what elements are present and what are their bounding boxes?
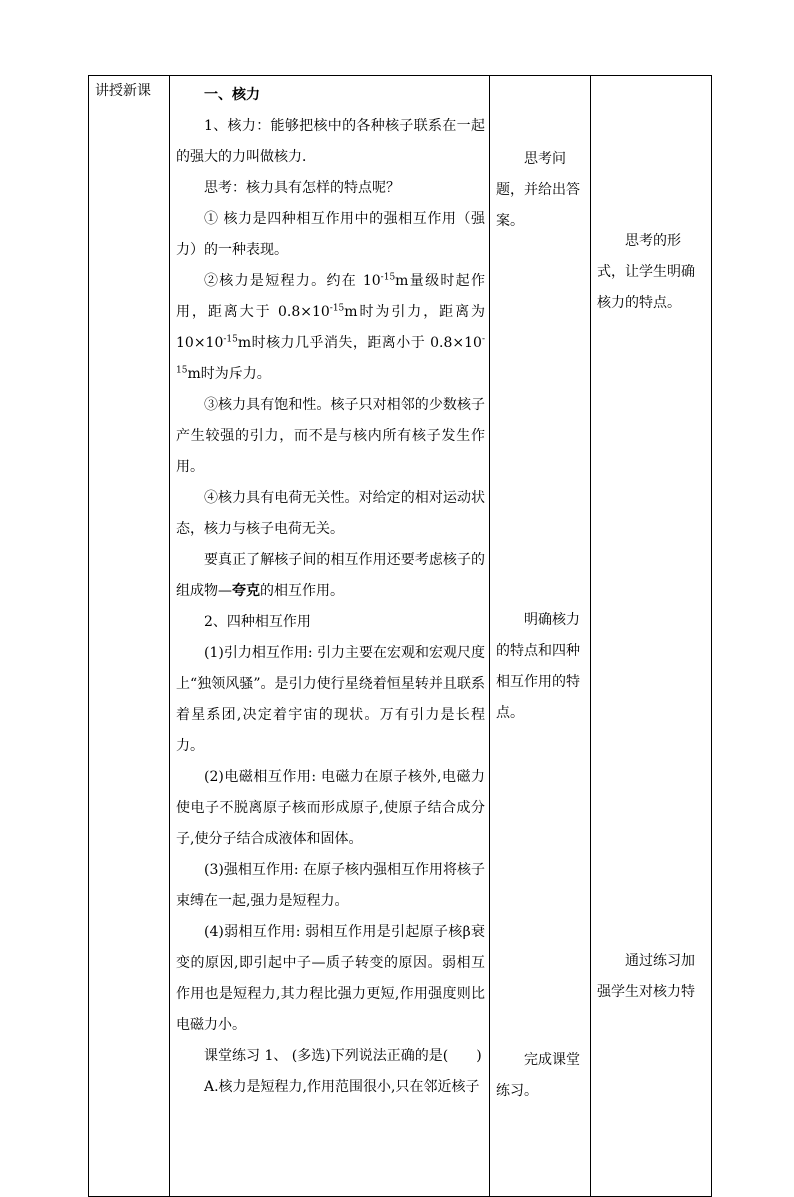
exercise-option-a: A.核力是短程力,作用范围很小,只在邻近核子 — [204, 1079, 480, 1095]
strong-paragraph: (3)强相互作用: 在原子核内强相互作用将核子束缚在一起,强力是短程力。 — [176, 862, 485, 909]
design-intent-cell — [591, 76, 712, 1197]
four-interactions-heading: 2、四种相互作用 — [204, 614, 311, 630]
weak-paragraph: (4)弱相互作用: 弱相互作用是引起原子核β衰变的原因,即引起中子—质子转变的原因。弱相互作用也是短程力,其力程比强力更短,作用强度则比电磁力小。 — [176, 924, 485, 1033]
student-activity-3: 完成课堂练习。 — [496, 1052, 580, 1099]
content-cell — [170, 76, 490, 1197]
definition-paragraph: 1、核力：能够把核中的各种核子联系在一起的强大的力叫做核力． — [176, 118, 485, 165]
electromagnetic-paragraph: (2)电磁相互作用: 电磁力在原子核外,电磁力使电子不脱离原子核而形成原子,使原子结合成分子,使分子结合成液体和固体。 — [176, 769, 485, 847]
think-question: 思考：核力具有怎样的特点呢？ — [204, 180, 400, 196]
feature-4: ④核力具有电荷无关性。对给定的相对运动状态，核力与核子电荷无关。 — [176, 490, 485, 537]
lesson-table — [88, 75, 712, 1197]
section-heading: 一、核力 — [204, 87, 260, 103]
design-intent-2: 通过练习加强学生对核力特 — [597, 953, 695, 1000]
stage-label: 讲授新课 — [95, 83, 151, 99]
design-intent-1: 思考的形式，让学生明确核力的特点。 — [597, 233, 695, 311]
feature-3: ③核力具有饱和性。核子只对相邻的少数核子产生较强的引力，而不是与核内所有核子发生作用。 — [176, 397, 485, 475]
student-activity-1: 思考问题，并给出答案。 — [496, 151, 580, 229]
gravity-paragraph: (1)引力相互作用: 引力主要在宏观和宏观尺度上“独领风骚”。是引力使行星绕着恒星转并且联系着星系团,决定着宇宙的现状。万有引力是长程力。 — [176, 645, 485, 754]
feature-1: ① 核力是四种相互作用中的强相互作用（强力）的一种表现。 — [176, 211, 485, 258]
feature-2: ②核力是短程力。约在 $10^{-15}m$量级时起作用，距离大于 $0.8\times 10^{-15}m$时为引力，距离为 $10\times 10^{-15}m$时核力几乎消失，距离小于 $0.8\times 10^{-15}m$时为斥力。 — [176, 272, 485, 382]
stage-cell — [89, 76, 170, 1197]
student-activity-cell — [490, 76, 591, 1197]
quark-paragraph: 要真正了解核子间的相互作用还要考虑核子的组成物—夸克的相互作用。 — [176, 552, 485, 599]
student-activity-2: 明确核力的特点和四种相互作用的特点。 — [496, 612, 580, 721]
exercise-question: 课堂练习 1、 (多选)下列说法正确的是( ) — [204, 1048, 482, 1064]
